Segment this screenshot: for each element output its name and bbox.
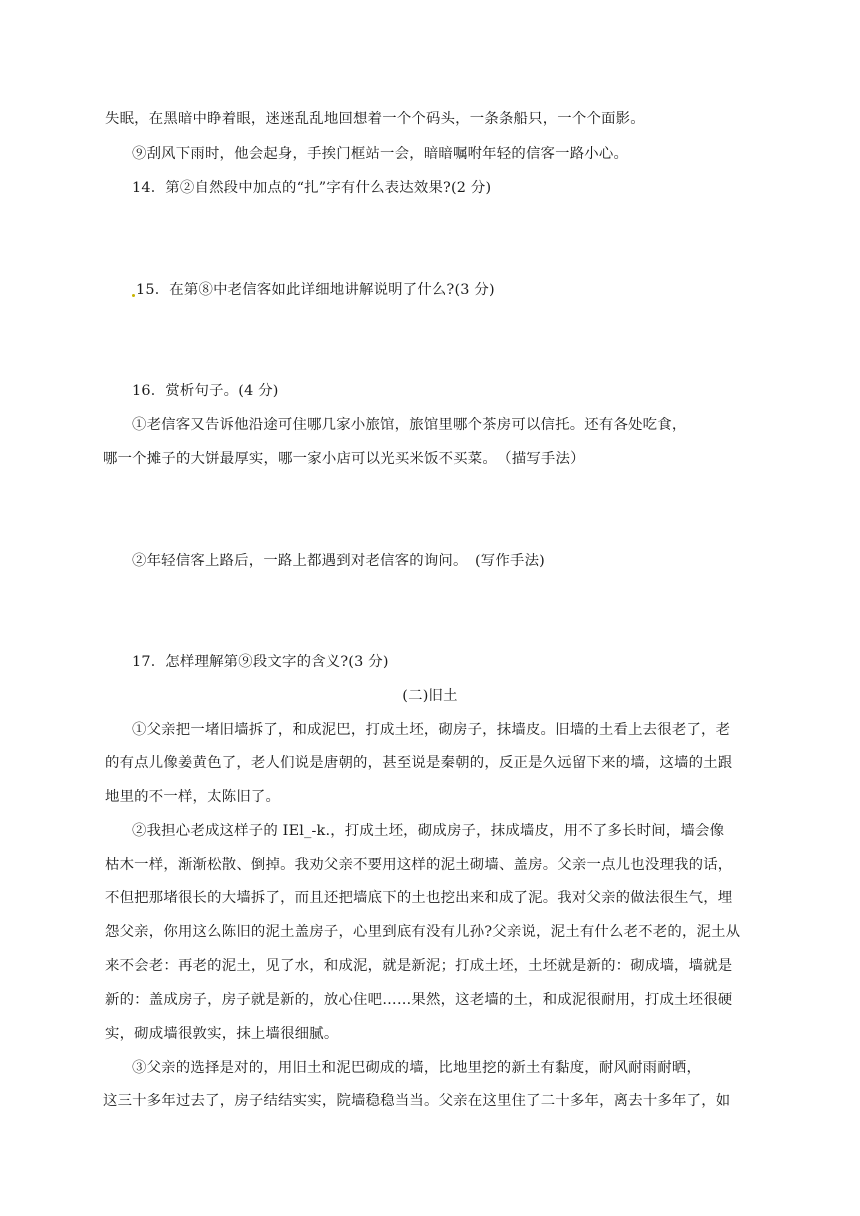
passage-line: 失眠，在黑暗中睁着眼，迷迷乱乱地回想着一个个码头，一条条船只，一个个面影。 xyxy=(105,111,645,127)
question-16-item-1-line-2: 哪一个摊子的大饼最厚实，哪一家小店可以光买米饭不买菜。 （描写手法） xyxy=(103,451,585,467)
paragraph-2-line-7: 实，砌成墙很敦实，抹上墙很细腻。 xyxy=(105,1026,339,1042)
paragraph-2-line-4: 怨父亲，你用这么陈旧的泥土盖房子，心里到底有没有儿孙?父亲说，泥土有什么老不老的，泥土从 xyxy=(105,924,741,940)
paragraph-2-line-5: 来不会老：再老的泥土，见了水，和成泥，就是新泥；打成土坯，土坯就是新的：砌成墙，墙就是 xyxy=(105,958,733,974)
question-16-item-1-line-1: ①老信客又告诉他沿途可住哪几家小旅馆，旅馆里哪个茶房可以信托。还有各处吃食， xyxy=(132,417,687,433)
paragraph-1-line-2: 的有点儿像姜黄色了，老人们说是唐朝的，甚至说是秦朝的，反正是久远留下来的墙，这墙的土跟 xyxy=(105,755,733,771)
paragraph-3-line-1: ③父亲的选择是对的，用旧土和泥巴砌成的墙，比地里挖的新土有黏度，耐风耐雨耐晒， xyxy=(132,1060,702,1076)
paragraph-9: ⑨刮风下雨时，他会起身，手挨门框站一会，暗暗嘱咐年轻的信客一路小心。 xyxy=(132,146,629,162)
paragraph-2-line-2: 枯木一样，渐渐松散、倒掉。我劝父亲不要用这样的泥土砌墙、盖房。父亲一点儿也没理我的话， xyxy=(105,857,733,873)
paragraph-3-line-2: 这三十多年过去了，房子结结实实，院墙稳稳当当。父亲在这里住了二十多年，离去十多年了，如 xyxy=(103,1093,731,1109)
question-17: 17．怎样理解第⑨段文字的含义?(3 分) xyxy=(132,654,389,670)
question-16: 16．赏析句子。(4 分) xyxy=(132,383,279,399)
paragraph-2-line-3: 不但把那堵很长的大墙拆了，而且还把墙底下的土也挖出来和成了泥。我对父亲的做法很生气，埋 xyxy=(105,890,733,906)
paragraph-2-line-6: 新的：盖成房子，房子就是新的，放心住吧……果然，这老墙的土，和成泥很耐用，打成土坯很硬 xyxy=(105,992,733,1008)
paragraph-2-line-1: ②我担心老成这样子的 IEl_-k.，打成土坯，砌成房子，抹成墙皮，用不了多长时间，墙会像 xyxy=(132,823,725,839)
passage-title: (二)旧土 xyxy=(402,688,458,704)
question-15: 15．在第⑧中老信客如此详细地讲解说明了什么?(3 分) xyxy=(136,282,495,298)
stray-mark xyxy=(132,294,135,297)
question-16-item-2: ②年轻信客上路后，一路上都遇到对老信客的询问。 (写作手法) xyxy=(132,553,545,569)
paragraph-1-line-3: 地里的不一样，太陈旧了。 xyxy=(105,789,281,805)
paragraph-1-line-1: ①父亲把一堵旧墙拆了，和成泥巴，打成土坯，砌房子，抹墙皮。旧墙的土看上去很老了，老 xyxy=(132,722,731,738)
question-14: 14．第②自然段中加点的“扎”字有什么表达效果?(2 分) xyxy=(132,180,492,196)
